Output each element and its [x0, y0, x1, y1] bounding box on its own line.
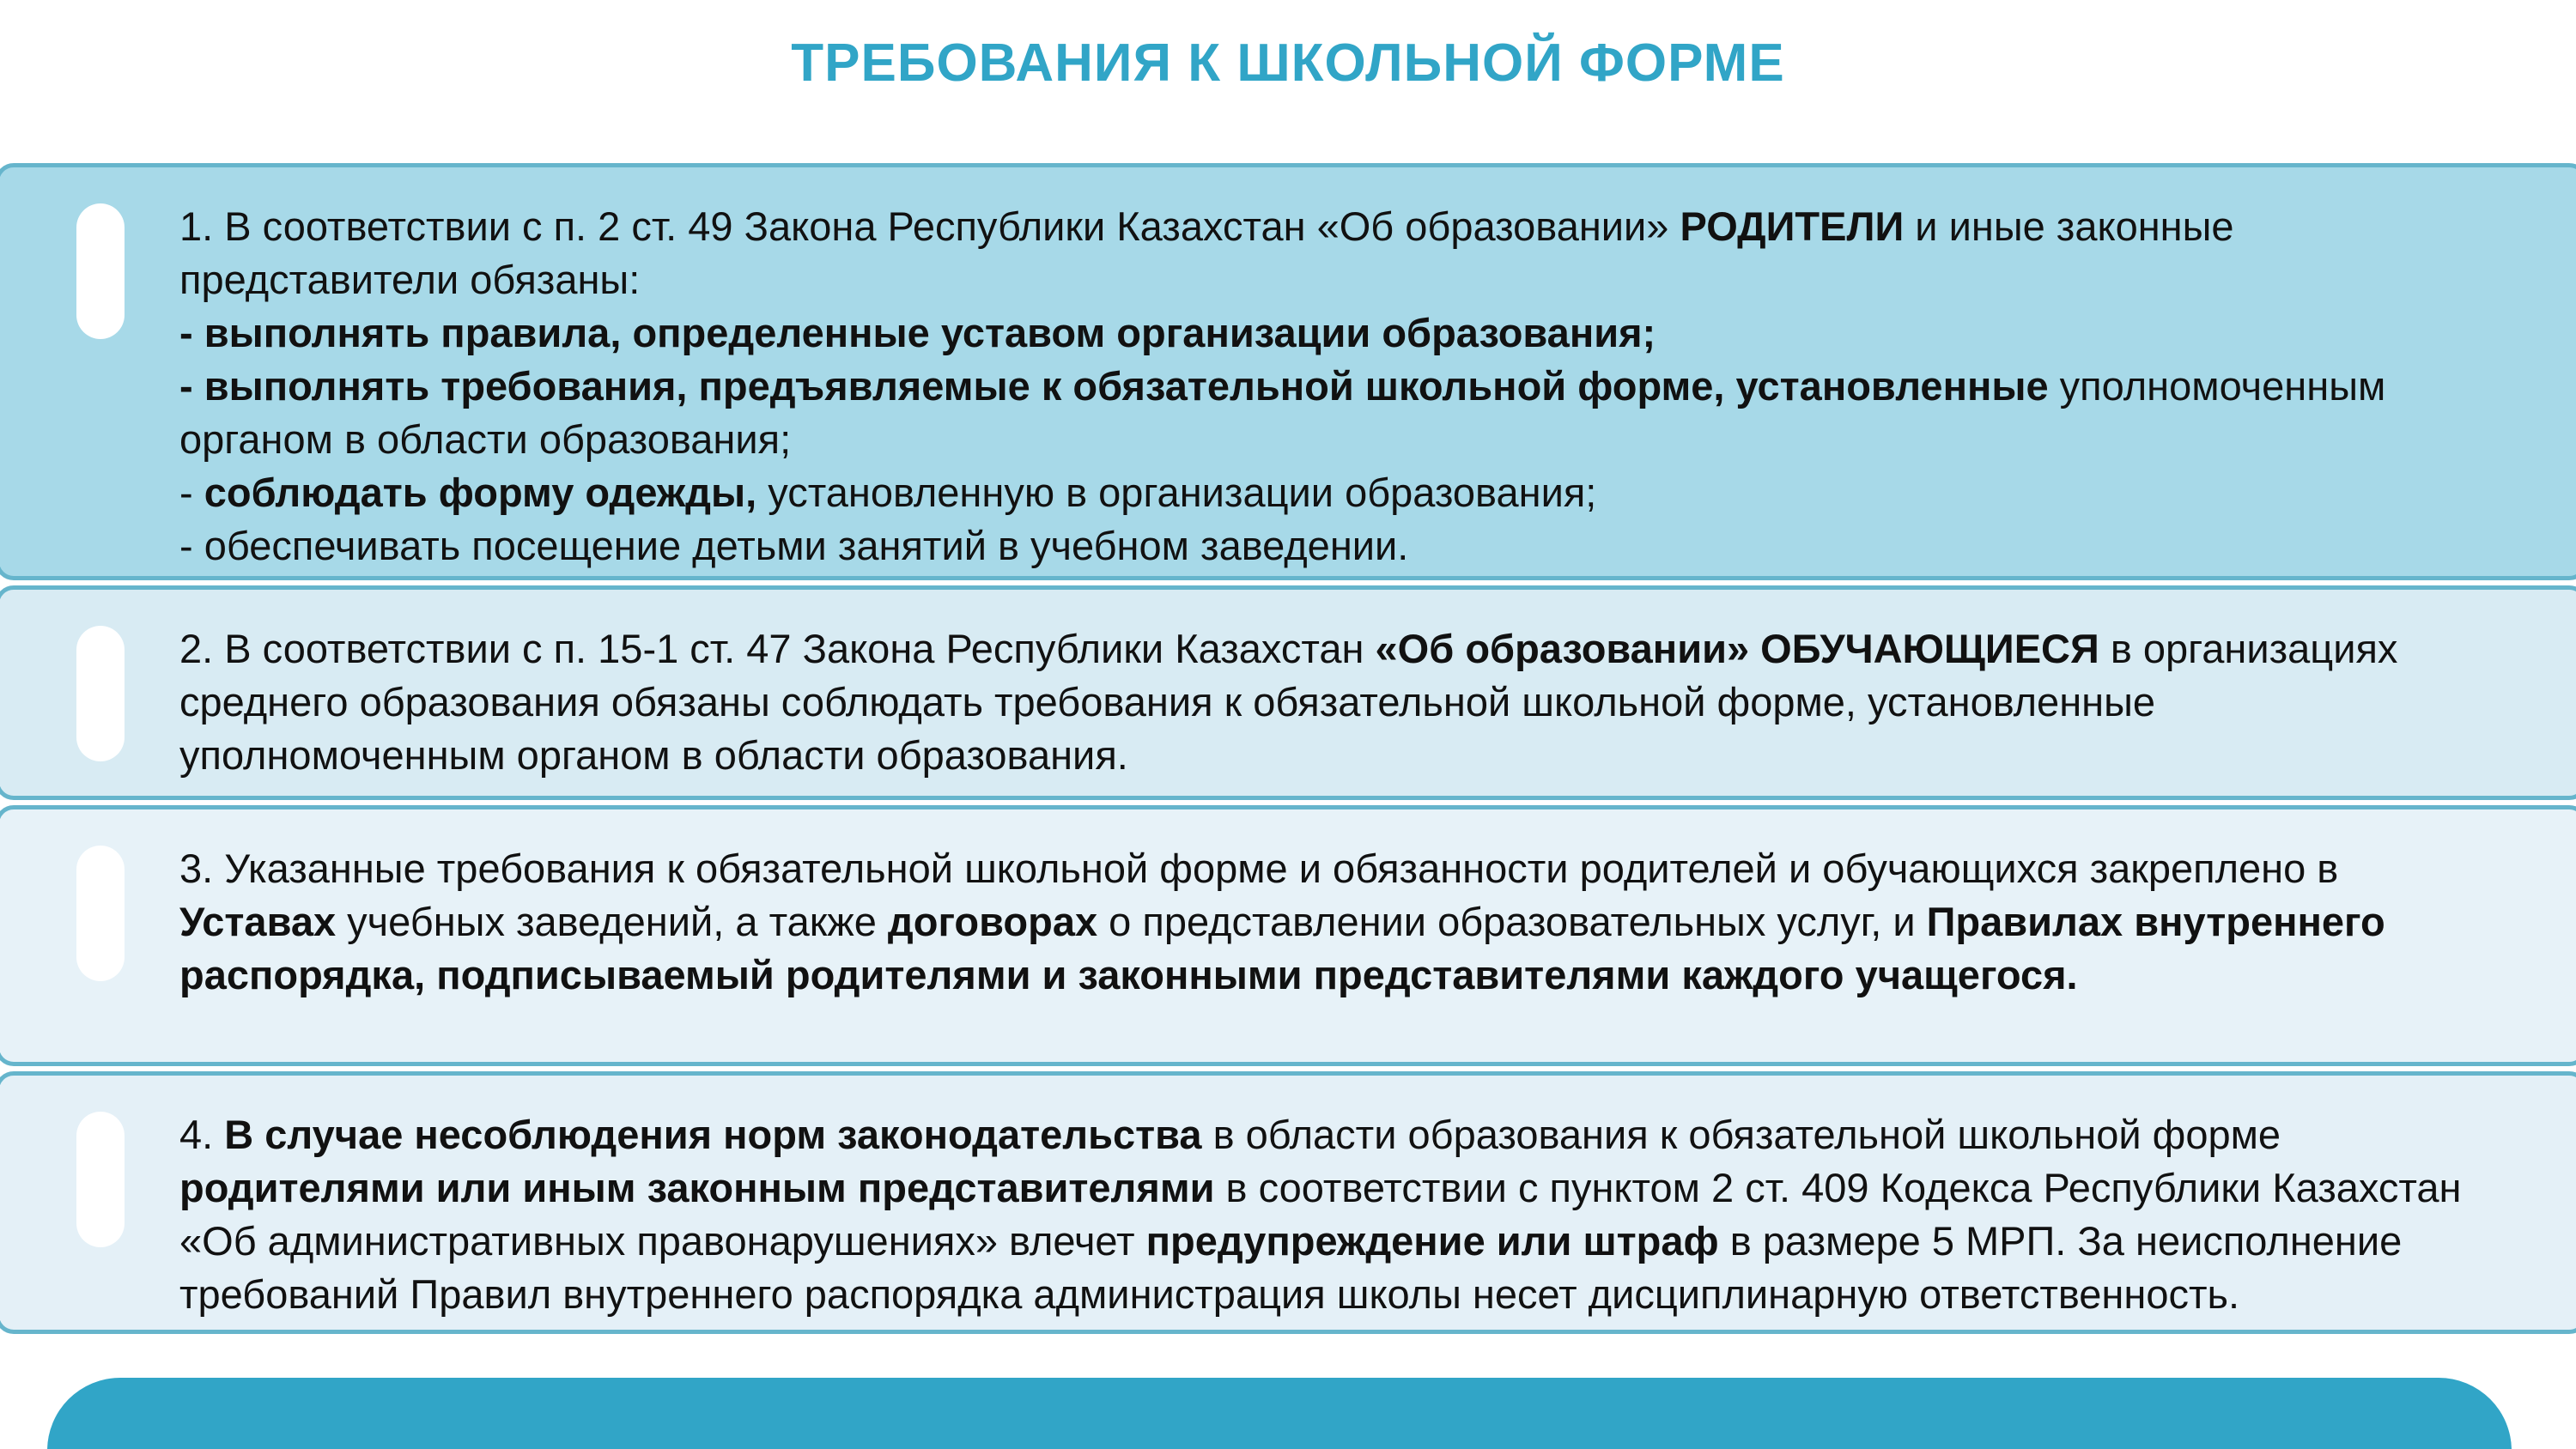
section-4-text: 4. В случае несоблюдения норм законодательства в области образования к обязательной школьной форме родителями или иным законным представителями в соответствии с пунктом 2 ст. 409 Кодекса Республики Казахстан «Об административных правонарушениях» влечет предупреждение или штраф в размере 5 МРП. За неисполнение требований Правил внутреннего распорядка администрация школы несет дисциплинарную ответственность.	[179, 1112, 2462, 1317]
section-1-card	[0, 163, 2576, 580]
bottom-accent-bar	[47, 1378, 2512, 1449]
section-2-bullet-pill	[76, 626, 125, 761]
section-2-card	[0, 585, 2576, 800]
section-3-text: 3. Указанные требования к обязательной школьной форме и обязанности родителей и обучающихся закреплено в Уставах учебных заведений, а также договорах о представлении образовательных услуг, и Правилах внутреннего распорядка, подписываемый родителями и законными представителями каждого учащегося.	[179, 846, 2385, 997]
page-title: ТРЕБОВАНИЯ К ШКОЛЬНОЙ ФОРМЕ	[791, 33, 1785, 93]
section-1-bullet-pill	[76, 203, 125, 339]
section-4-bullet-pill	[76, 1112, 125, 1247]
section-3-card	[0, 805, 2576, 1066]
section-4-card	[0, 1071, 2576, 1334]
section-3-bullet-pill	[76, 846, 125, 981]
section-1-text: 1. В соответствии с п. 2 ст. 49 Закона Республики Казахстан «Об образовании» РОДИТЕЛИ и иные законные представители обязаны: - выполнять правила, определенные уставом организации образования; - выполнять требования, предъявляемые к обязательной школьной форме, установленные уполномоченным органом в области образования; - соблюдать форму одежды, установленную в организации образования; - обеспечивать посещение детьми занятий в учебном заведении.	[179, 203, 2386, 568]
section-2-text: 2. В соответствии с п. 15-1 ст. 47 Закона Республики Казахстан «Об образовании» ОБУЧАЮЩИЕСЯ в организациях среднего образования обязаны соблюдать требования к обязательной школьной форме, установленные уполномоченным органом в области образования.	[179, 626, 2398, 778]
